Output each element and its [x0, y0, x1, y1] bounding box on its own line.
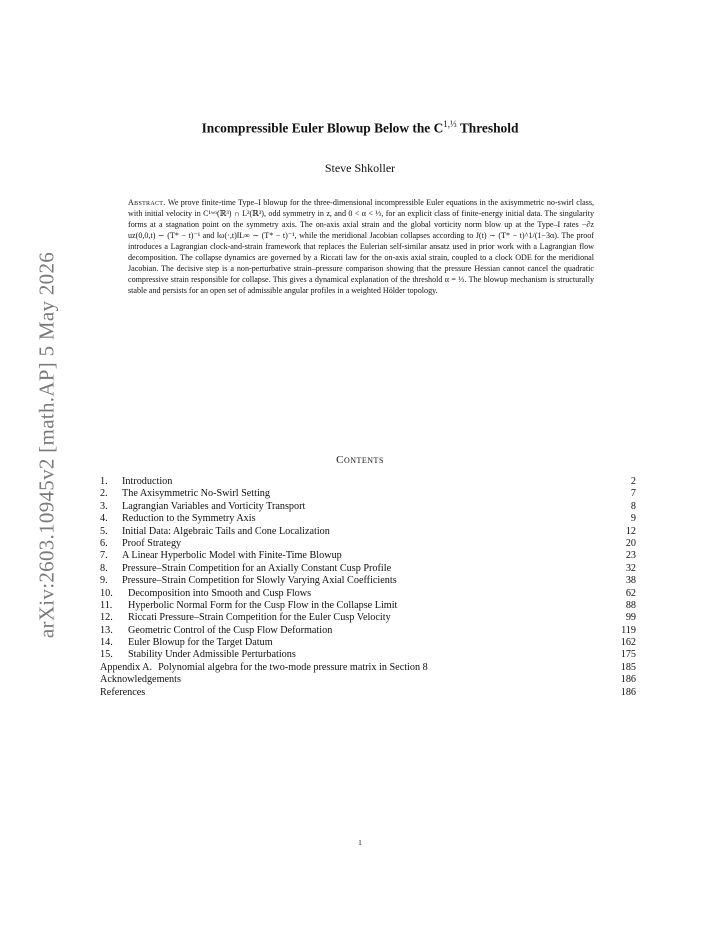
toc-entry-title: Hyperbolic Normal Form for the Cusp Flow in the Collapse Limit [128, 599, 398, 611]
toc-entry-number: Appendix A. [100, 661, 153, 673]
toc-entry-title: Riccati Pressure–Strain Competition for the Euler Cusp Velocity [128, 612, 391, 624]
toc-entry[interactable] [100, 538, 636, 550]
toc-entry-number: 10. [100, 587, 113, 599]
toc-entry-title: The Axisymmetric No-Swirl Setting [122, 488, 270, 500]
toc-entry-page: 119 [621, 624, 636, 636]
toc-entry-title: Pressure–Strain Competition for an Axially Constant Cusp Profile [122, 562, 392, 574]
toc-entry-number: 11. [100, 599, 113, 611]
toc-entry-title: Geometric Control of the Cusp Flow Deformation [128, 624, 333, 636]
author-name: Steve Shkoller [324, 161, 396, 175]
page-number: 1 [358, 838, 362, 847]
toc-entry-page: 186 [620, 674, 636, 686]
toc-entry-page: 8 [630, 500, 636, 512]
table-of-contents [100, 476, 636, 699]
toc-entry[interactable] [100, 526, 636, 538]
toc-entry-title: Euler Blowup for the Target Datum [128, 637, 273, 649]
toc-entry-number: 5. [100, 525, 108, 537]
toc-entry[interactable] [100, 488, 636, 500]
title-text: Incompressible Euler Blowup Below the C [201, 120, 444, 136]
toc-entry-page: 2 [630, 476, 636, 487]
toc-entry-number: 13. [100, 624, 113, 636]
toc-entry-page: 20 [625, 537, 636, 549]
toc-entry[interactable] [100, 612, 636, 624]
toc-entry-page: 12 [625, 525, 636, 537]
toc-entry[interactable] [100, 588, 636, 600]
toc-entry-title: Reduction to the Symmetry Axis [122, 513, 256, 525]
toc-entry-page: 32 [625, 562, 636, 574]
toc-entry-number: 2. [100, 488, 108, 500]
title-text-end: Threshold [456, 120, 519, 136]
toc-entry[interactable] [100, 501, 636, 513]
abstract-block [128, 197, 594, 296]
toc-entry-page: 88 [625, 599, 636, 611]
toc-entry-page: 9 [630, 513, 636, 525]
abstract-text: We prove finite-time Type–I blowup for the three-dimensional incompressible Euler equations in the axisymmetric no-swirl class, with initial velocity in C¹ʷᵅ(ℝ³) ∩ L²(ℝ³), odd symmetry in z, and 0 < α < ⅓, for an explicit class of finite-energy initial data. The singularity forms at a stagnation point on the symmetry axis. The on-axis axial strain and the global vorticity norm blow up at the Type–I rates −∂z uz(0,0,t) ∼ (T* − t)⁻¹ and ‖ω(·,t)‖L∞ ∼ (T* − t)⁻¹, while the meridional Jacobian collapses according to J(t) ∼ (T* − t)^1/(1−3α). The proof introduces a Lagrangian clock-and-strain framework that replaces the Eulerian self-similar ansatz used in prior work with a Lagrangian flow decomposition. The collapse dynamics are governed by a Riccati law for the on-axis axial strain, coupled to a clock ODE for the meridional Jacobian. The decisive step is a non-perturbative strain–pressure comparison showing that the pressure Hessian cannot cancel the quadratic compressive strain responsible for collapse. This gives a dynamical explanation of the threshold α = ⅓. The blowup mechanism is structurally stable and persists for an open set of admissible angular profiles in a weighted Hölder topology. [128, 198, 594, 296]
toc-entry[interactable] [100, 600, 636, 612]
toc-entry-title: Decomposition into Smooth and Cusp Flows [128, 587, 312, 599]
arxiv-identifier-stamp: arXiv:2603.10945v2 [math.AP] 5 May 2026 [34, 251, 59, 639]
toc-entry-title: Pressure–Strain Competition for Slowly Varying Axial Coefficients [122, 575, 397, 587]
toc-entry-page: 38 [625, 575, 636, 587]
toc-entry-number: 15. [100, 649, 113, 661]
toc-entry-page: 185 [620, 661, 636, 673]
toc-entry-number: 3. [100, 500, 108, 512]
toc-entry-page: 175 [620, 649, 636, 661]
abstract-label: Abstract. [128, 198, 166, 207]
toc-entry-page: 62 [625, 587, 636, 599]
toc-entry[interactable] [100, 637, 636, 649]
toc-entry-page: 7 [630, 488, 636, 500]
toc-entry[interactable] [100, 649, 636, 661]
toc-entry[interactable] [100, 550, 636, 562]
toc-entry-page: 186 [620, 686, 636, 698]
toc-entry-number: 4. [100, 513, 108, 525]
toc-entry-number: 14. [100, 637, 113, 649]
toc-entry-title: Polynomial algebra for the two-mode pressure matrix in Section 8 [158, 661, 428, 673]
toc-entry-number: 1. [100, 476, 108, 487]
toc-entry-title: Proof Strategy [122, 537, 182, 549]
toc-entry-page: 99 [625, 612, 636, 624]
title-superscript: 1,⅓ [443, 119, 457, 129]
toc-entry[interactable] [100, 563, 636, 575]
contents-heading: Contents [336, 454, 384, 466]
toc-entry-number: 6. [100, 537, 108, 549]
toc-entry[interactable] [100, 575, 636, 587]
paper-title [0, 119, 720, 136]
toc-entry-title: Introduction [122, 476, 173, 487]
toc-entry[interactable] [100, 476, 636, 488]
toc-entry[interactable] [100, 625, 636, 637]
toc-entry-number: 8. [100, 562, 108, 574]
toc-entry-number: 12. [100, 612, 113, 624]
toc-entry-title: Lagrangian Variables and Vorticity Transport [122, 500, 306, 512]
toc-entry-number: 9. [100, 575, 108, 587]
toc-entry-number: 7. [100, 550, 108, 562]
toc-entry-title: Initial Data: Algebraic Tails and Cone Localization [122, 525, 330, 537]
toc-entry[interactable] [100, 662, 636, 674]
toc-entry[interactable] [100, 513, 636, 525]
toc-entry[interactable] [100, 674, 636, 686]
toc-entry-title: References [100, 686, 146, 698]
toc-entry-page: 162 [620, 637, 636, 649]
toc-entry[interactable] [100, 687, 636, 699]
toc-entry-title: A Linear Hyperbolic Model with Finite-Time Blowup [122, 550, 342, 562]
toc-entry-title: Stability Under Admissible Perturbations [128, 649, 296, 661]
toc-entry-page: 23 [625, 550, 636, 562]
toc-entry-title: Acknowledgements [100, 674, 181, 686]
